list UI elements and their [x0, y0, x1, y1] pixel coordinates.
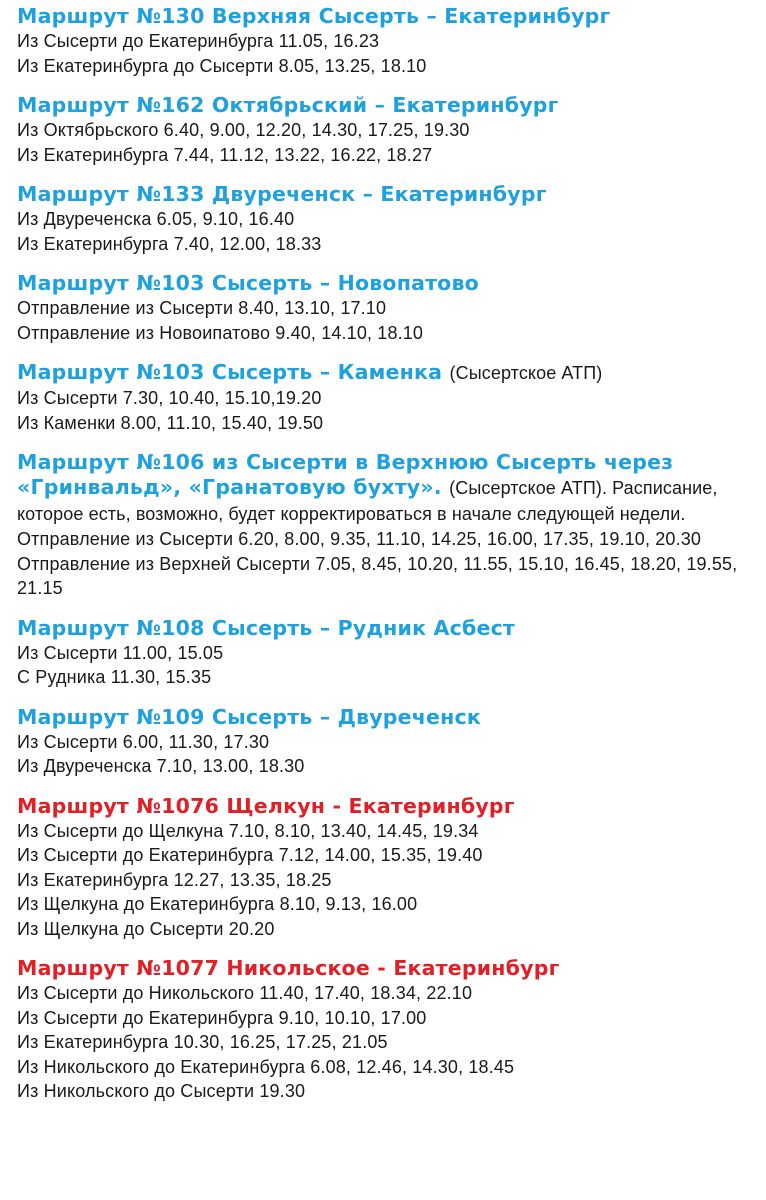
- route-note: (Сысертское АТП): [449, 363, 603, 383]
- route-block-1076-shchelkun: [17, 794, 750, 942]
- route-block-103-kamenka: [17, 360, 750, 435]
- schedule-line: Отправление из Новоипатово 9.40, 14.10, 18.10: [17, 322, 424, 343]
- route-block-106-verkhnyaya-sysert: [17, 450, 750, 601]
- schedule-line: Из Екатеринбурга до Сысерти 8.05, 13.25, 18.10: [17, 55, 427, 76]
- schedule-line: Из Никольского до Сысерти 19.30: [17, 1081, 306, 1101]
- route-block-1077-nikolskoye: [17, 956, 750, 1104]
- route-title: Маршрут №108 Сысерть – Рудник Асбест: [17, 615, 515, 640]
- route-title-row: [17, 360, 750, 386]
- schedule-line: Из Сысерти до Екатеринбурга 9.10, 10.10, 17.00: [17, 1007, 427, 1028]
- schedule-line: Из Екатеринбурга 12.27, 13.35, 18.25: [17, 869, 332, 890]
- schedule-line: Из Екатеринбурга 7.44, 11.12, 13.22, 16.22, 18.27: [17, 144, 433, 165]
- schedule-line: Из Двуреченска 6.05, 9.10, 16.40: [17, 209, 295, 229]
- route-block-103-novopatovo: [17, 271, 750, 345]
- route-block-108-rudnik-asbest: [17, 616, 750, 690]
- route-block-133-dvurechensk: [17, 182, 750, 256]
- route-title: Маршрут №1076 Щелкун - Екатеринбург: [17, 793, 515, 818]
- schedule-line: Из Щелкуна до Екатеринбурга 8.10, 9.13, 16.00: [17, 894, 418, 914]
- route-title: Маршрут №109 Сысерть – Двуреченск: [17, 704, 481, 729]
- schedule-line: Из Сысерти 7.30, 10.40, 15.10,19.20: [17, 388, 322, 408]
- schedule-line: Из Сысерти до Никольского 11.40, 17.40, 18.34, 22.10: [17, 983, 473, 1003]
- schedule-line: Отправление из Верхней Сысерти 7.05, 8.45, 10.20, 11.55, 15.10, 16.45, 18.20, 19.55, 21.15: [17, 553, 738, 598]
- route-title: Маршрут №133 Двуреченск – Екатеринбург: [17, 182, 547, 206]
- route-title: Маршрут №162 Октябрьский – Екатеринбург: [17, 93, 559, 117]
- route-block-109-dvurechensk: [17, 705, 750, 779]
- schedule-line: Отправление из Сысерти 6.20, 8.00, 9.35, 11.10, 14.25, 16.00, 17.35, 19.10, 20.30: [17, 529, 702, 549]
- schedule-line: Из Сысерти 6.00, 11.30, 17.30: [17, 731, 270, 752]
- schedule-line: Из Каменки 8.00, 11.10, 15.40, 19.50: [17, 412, 324, 433]
- schedule-line: Из Двуреченска 7.10, 13.00, 18.30: [17, 756, 305, 776]
- route-title: Маршрут №103 Сысерть – Каменка: [17, 360, 443, 384]
- route-block-130-verkhnyaya-sysert: [17, 4, 750, 78]
- schedule-line: Из Екатеринбурга 10.30, 16.25, 17.25, 21.05: [17, 1032, 388, 1052]
- schedule-line: Из Екатеринбурга 7.40, 12.00, 18.33: [17, 233, 322, 254]
- schedule-line: Из Сысерти до Екатеринбурга 7.12, 14.00, 15.35, 19.40: [17, 845, 483, 865]
- route-title: Маршрут №1077 Никольское - Екатеринбург: [17, 956, 560, 980]
- schedule-line: Из Никольского до Екатеринбурга 6.08, 12.46, 14.30, 18.45: [17, 1056, 515, 1077]
- schedule-line: Из Сысерти до Щелкуна 7.10, 8.10, 13.40, 14.45, 19.34: [17, 820, 479, 841]
- route-title: Маршрут №130 Верхняя Сысерть – Екатеринбург: [17, 4, 611, 28]
- schedule-line: Из Сысерти до Екатеринбурга 11.05, 16.23: [17, 31, 380, 51]
- schedule-line: С Рудника 11.30, 15.35: [17, 667, 212, 687]
- schedule-line: Отправление из Сысерти 8.40, 13.10, 17.10: [17, 298, 387, 318]
- route-note: (Сысертское АТП). Расписание, которое есть, возможно, будет корректироваться в начале следующей недели.: [17, 478, 718, 524]
- route-block-162-oktyabrsky: [17, 93, 750, 167]
- route-title: Маршрут №106 из Сысерти в Верхнюю Сысерть через «Гринвальд», «Гранатовую бухту».: [17, 450, 674, 499]
- route-title-row: [17, 450, 750, 527]
- schedule-line: Из Октябрьского 6.40, 9.00, 12.20, 14.30, 17.25, 19.30: [17, 120, 470, 140]
- route-title: Маршрут №103 Сысерть – Новопатово: [17, 271, 479, 295]
- schedule-line: Из Сысерти 11.00, 15.05: [17, 642, 224, 663]
- schedule-line: Из Щелкуна до Сысерти 20.20: [17, 918, 275, 939]
